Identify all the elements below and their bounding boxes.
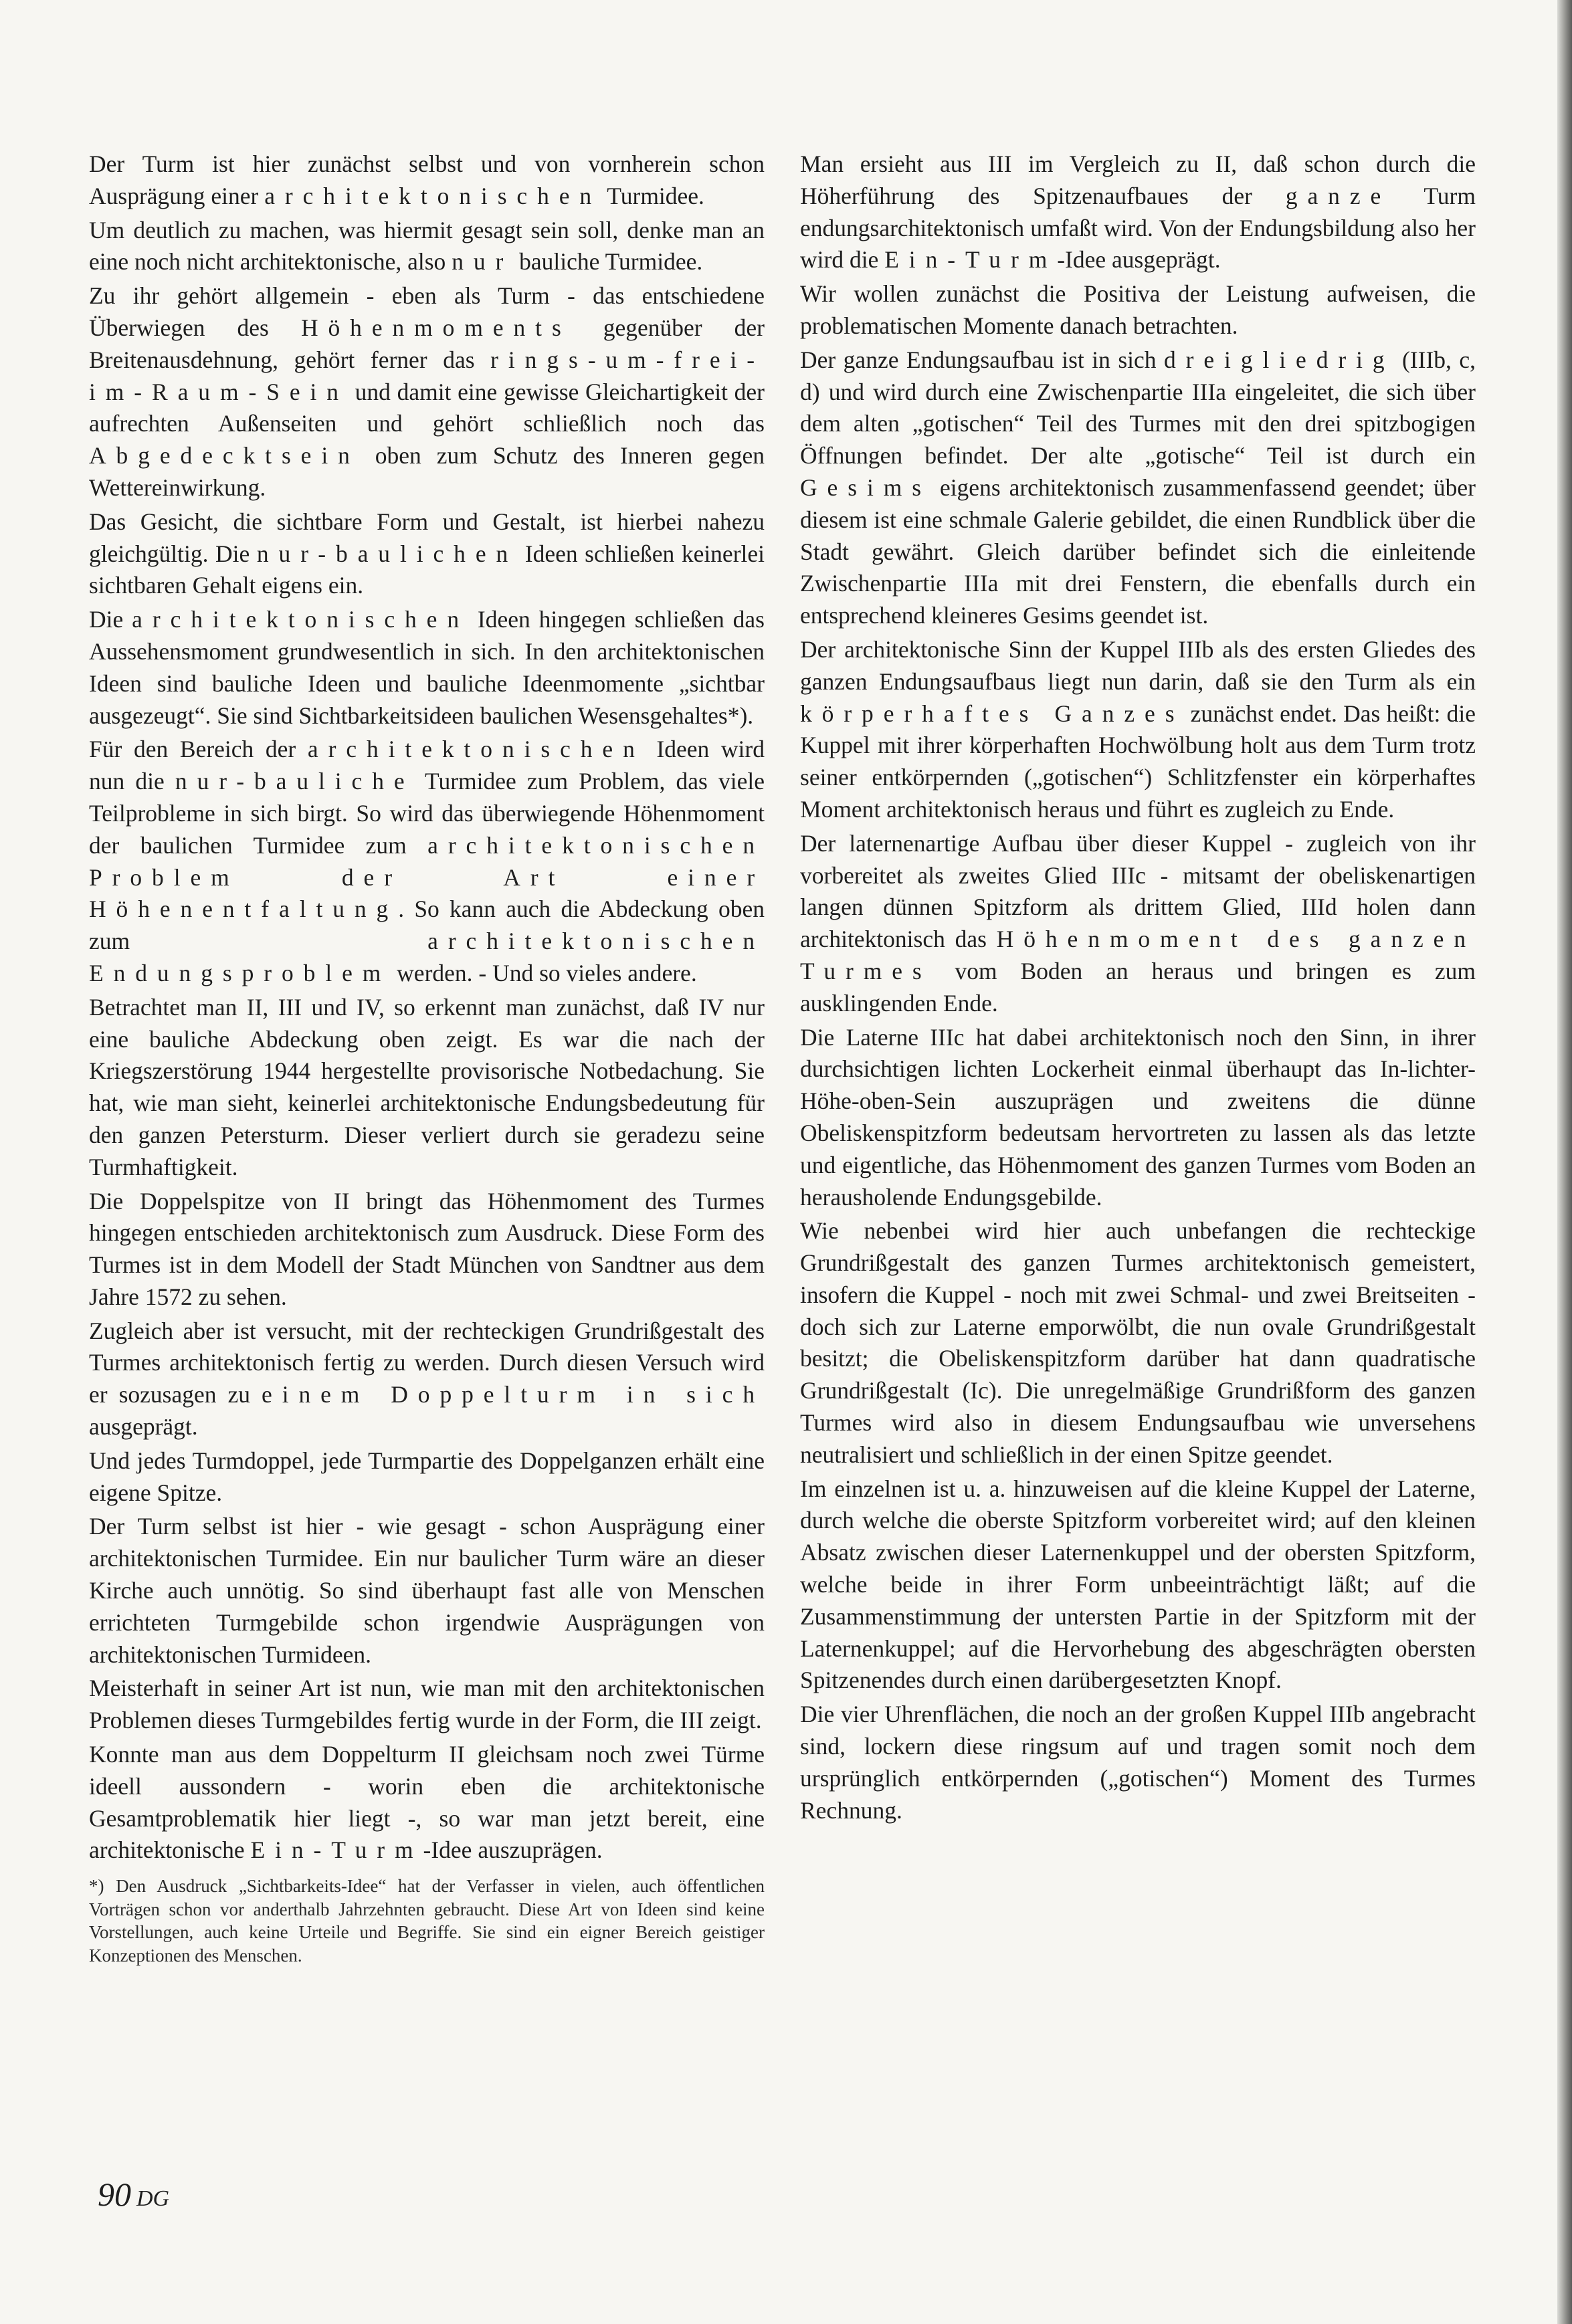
page-folio [98,2175,169,2214]
paragraph: Die architektonischen Ideen hingegen schließen das Aussehensmoment grundwesentlich in sich. In den architektonischen Ideen sind bauliche Ideen und bauliche Ideenmomente „sichtbar ausgezeugt“. Sie sind Sichtbarkeitsideen baulichen Wesensgehaltes*). [89,606,765,729]
paragraph: Der architektonische Sinn der Kuppel IIIb als des ersten Gliedes des ganzen Endungsaufbaus liegt nun darin, daß sie den Turm als ein körperhaftes Ganzes zunächst endet. Das heißt: die Kuppel mit ihrer körperhaften Hochwölbung holt aus dem Turm trotz seiner entkörpernden („gotischen“) Schlitzfenster ein körperhaftes Moment architektonisch heraus und führt es zugleich zu Ende. [800,635,1476,823]
paragraph: Zugleich aber ist versucht, mit der rechteckigen Grundrißgestalt des Turmes architektonisch fertig zu werden. Durch diesen Versuch wird er sozusagen zu einem Doppelturm in sich ausgeprägt. [89,1317,765,1441]
paragraph: Der Turm ist hier zunächst selbst und von vornherein schon Ausprägung einer architektonischen Turmidee. [89,150,765,209]
paragraph: Wie nebenbei wird hier auch unbefangen die rechteckige Grundrißgestalt des ganzen Turmes architektonisch gemeistert, insofern die Kuppel - noch mit zwei Schmal- und zwei Breitseiten - doch sich zur Laterne emporwölbt, die nun ovale Grundrißgestalt besitzt; die Obeliskenspitzform darüber hat dann quadratische Grundrißgestalt (Ic). Die unregelmäßige Grundrißform des ganzen Turmes wird also in diesem Endungsaufbau wie unversehens neutralisiert und schließlich in der einen Spitze geendet. [800,1217,1476,1468]
paragraph: Konnte man aus dem Doppelturm II gleichsam noch zwei Türme ideell aussondern - worin eben die architektonische Gesamtproblematik hier liegt -, so war man jetzt bereit, eine architektonische Ein-Turm-Idee auszuprägen. [89,1741,765,1864]
left-column [89,148,765,1967]
paragraph: Die Doppelspitze von II bringt das Höhenmoment des Turmes hingegen entschieden architektonisch zum Ausdruck. Diese Form des Turmes ist in dem Modell der Stadt München von Sandtner aus dem Jahre 1572 zu sehen. [89,1187,765,1310]
page-edge [1557,0,1572,2324]
paragraph: Für den Bereich der architektonischen Ideen wird nun die nur-bauliche Turmidee zum Problem, das viele Teilprobleme in sich birgt. So wird das überwiegende Höhenmoment der baulichen Turmidee zum architektonischen Problem der Art einer Höhenentfaltung. So kann auch die Abdeckung oben zum architektonischen Endungsproblem werden. - Und so vieles andere. [89,736,765,986]
paragraph: Man ersieht aus III im Vergleich zu II, daß schon durch die Höherführung des Spitzenaufbaues der ganze Turm endungsarchitektonisch umfaßt wird. Von der Endungsbildung also her wird die Ein-Turm-Idee ausgeprägt. [800,150,1476,274]
page-number: 90 [98,2176,131,2213]
paragraph: Um deutlich zu machen, was hiermit gesagt sein soll, denke man an eine noch nicht architektonische, also nur bauliche Turmidee. [89,216,765,276]
paragraph: Im einzelnen ist u. a. hinzuweisen auf die kleine Kuppel der Laterne, durch welche die oberste Spitzform vorbereitet wird; auf den kleinen Absatz zwischen dieser Laternenkuppel und der obersten Spitzform, welche beide in ihrer Form unbeeinträchtigt läßt; auf die Zusammenstimmung der untersten Partie in der Spitzform mit der Laternenkuppel; auf die Hervorhebung des abgeschrägten obersten Spitzenendes durch einen darübergesetzten Knopf. [800,1475,1476,1694]
paragraph: Das Gesicht, die sichtbare Form und Gestalt, ist hierbei nahezu gleichgültig. Die nur-baulichen Ideen schließen keinerlei sichtbaren Gehalt eigens ein. [89,508,765,599]
paragraph: Betrachtet man II, III und IV, so erkennt man zunächst, daß IV nur eine bauliche Abdeckung oben zeigt. Es war die nach der Kriegszerstörung 1944 hergestellte provisorische Notbedachung. Sie hat, wie man sieht, keinerlei architektonische Endungsbedeutung für den ganzen Petersturm. Dieser verliert durch sie geradezu seine Turmhaftigkeit. [89,993,765,1180]
paragraph: Die Laterne IIIc hat dabei architektonisch noch den Sinn, in ihrer durchsichtigen lichten Lockerheit einmal überhaupt das In-lichter-Höhe-oben-Sein auszuprägen und zweitens die dünne Obeliskenspitzform bedeutsam hervortreten zu lassen als das letzte und eigentliche, das Höhenmoment des ganzen Turmes vom Boden an herausholende Endungsgebilde. [800,1023,1476,1210]
footnote: *) Den Ausdruck „Sichtbarkeits-Idee“ hat der Verfasser in vielen, auch öffentlichen Vorträgen schon vor anderthalb Jahrzehnten gebraucht. Diese Art von Ideen sind keine Vorstellungen, auch keine Urteile und Begriffe. Sie sind ein eigner Bereich geistiger Konzeptionen des Menschen. [89,1876,765,1966]
paragraph: Wir wollen zunächst die Positiva der Leistung aufweisen, die problematischen Momente danach betrachten. [800,280,1476,339]
paragraph: Und jedes Turmdoppel, jede Turmpartie des Doppelganzen erhält eine eigene Spitze. [89,1447,765,1506]
paragraph: Meisterhaft in seiner Art ist nun, wie man mit den architektonischen Problemen dieses Turmgebildes fertig wurde in der Form, die III zeigt. [89,1675,765,1734]
paragraph: Der ganze Endungsaufbau ist in sich dreigliedrig (IIIb, c, d) und wird durch eine Zwischenpartie IIIa eingeleitet, die sich über dem alten „gotischen“ Teil des Turmes mit den drei spitzbogigen Öffnungen befindet. Der alte „gotische“ Teil ist durch ein Gesims eigens architektonisch zusammenfassend geendet; über diesem ist eine schmale Galerie gebildet, die einen Rundblick über die Stadt gewährt. Gleich darüber befindet sich die einleitende Zwischenpartie IIIa mit drei Fenstern, die ebenfalls durch ein entsprechend kleineres Gesims geendet ist. [800,346,1476,629]
paragraph: Die vier Uhrenflächen, die noch an der großen Kuppel IIIb angebracht sind, lockern diese ringsum auf und tragen somit noch dem ursprünglich entkörpernden („gotischen“) Moment des Turmes Rechnung. [800,1701,1476,1824]
paragraph: Der Turm selbst ist hier - wie gesagt - schon Ausprägung einer architektonischen Turmidee. Ein nur baulicher Turm wäre an dieser Kirche auch unnötig. So sind überhaupt fast alle von Menschen errichteten Turmgebilde schon irgendwie Ausprägungen von architektonischen Turmideen. [89,1513,765,1668]
right-column [800,148,1476,1826]
paragraph: Der laternenartige Aufbau über dieser Kuppel - zugleich von ihr vorbereitet als zweites Glied IIIc - mitsamt der obeliskenartigen langen dünnen Spitzform als drittem Glied, IIId holen dann architektonisch das Höhenmoment des ganzen Turmes vom Boden an heraus und bringen es zum ausklingenden Ende. [800,829,1476,1017]
paragraph: Zu ihr gehört allgemein - eben als Turm - das entschiedene Überwiegen des Höhenmoments gegenüber der Breitenausdehnung, gehört ferner das rings-um-frei-im-Raum-Sein und damit eine gewisse Gleichartigkeit der aufrechten Außenseiten und gehört schließlich noch das Abgedecktsein oben zum Schutz des Inneren gegen Wettereinwirkung. [89,282,765,501]
journal-mark: DG [136,2186,170,2211]
